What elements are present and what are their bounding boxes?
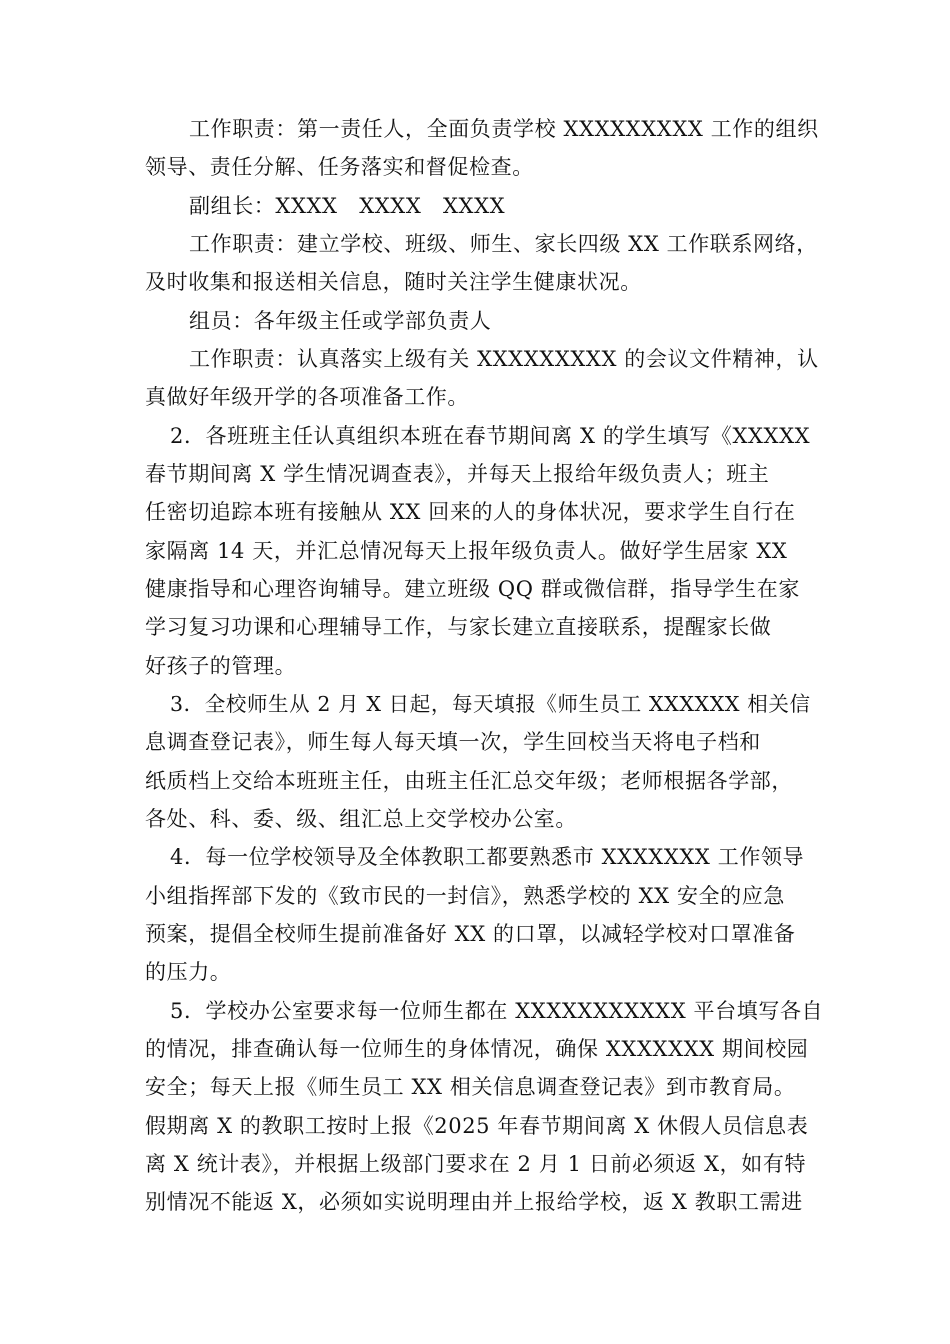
paragraph-line: 真做好年级开学的各项准备工作。	[145, 385, 469, 409]
paragraph-line: 春节期间离 X 学生情况调查表》，并每天上报给年级负责人；班主	[145, 462, 770, 486]
paragraph-line: 别情况不能返 X，必须如实说明理由并上报给学校，返 X 教职工需进	[145, 1190, 803, 1214]
paragraph-line: 各处、科、委、级、组汇总上交学校办公室。	[145, 807, 577, 831]
paragraph-line: 预案，提倡全校师生提前准备好 XX 的口罩，以减轻学校对口罩准备	[145, 922, 796, 946]
paragraph-line: 副组长：XXXX XXXX XXXX	[189, 194, 506, 218]
paragraph-line: 的情况，排查确认每一位师生的身体情况，确保 XXXXXXX 期间校园	[145, 1037, 809, 1061]
paragraph-line: 5．学校办公室要求每一位师生都在 XXXXXXXXXXX 平台填写各自	[170, 999, 824, 1023]
paragraph-line: 息调查登记表》，师生每人每天填一次，学生回校当天将电子档和	[145, 730, 761, 754]
paragraph-line: 健康指导和心理咨询辅导。建立班级 QQ 群或微信群，指导学生在家	[145, 577, 800, 601]
paragraph-line: 假期离 X 的教职工按时上报《2025 年春节期间离 X 休假人员信息表	[145, 1114, 809, 1138]
paragraph-line: 工作职责：认真落实上级有关 XXXXXXXXX 的会议文件精神，认	[189, 347, 819, 371]
paragraph-line: 3．全校师生从 2 月 X 日起，每天填报《师生员工 XXXXXX 相关信	[170, 692, 811, 716]
paragraph-line: 领导、责任分解、任务落实和督促检查。	[145, 155, 534, 179]
paragraph-line: 小组指挥部下发的《致市民的一封信》，熟悉学校的 XX 安全的应急	[145, 884, 785, 908]
paragraph-line: 工作职责：建立学校、班级、师生、家长四级 XX 工作联系网络，	[189, 232, 818, 256]
paragraph-line: 离 X 统计表》，并根据上级部门要求在 2 月 1 日前必须返 X，如有特	[145, 1152, 807, 1176]
paragraph-line: 的压力。	[145, 960, 232, 984]
paragraph-line: 任密切追踪本班有接触从 XX 回来的人的身体状况，要求学生自行在	[145, 500, 796, 524]
paragraph-line: 4．每一位学校领导及全体教职工都要熟悉市 XXXXXXX 工作领导	[170, 845, 805, 869]
paragraph-line: 好孩子的管理。	[145, 654, 297, 678]
paragraph-line: 安全；每天上报《师生员工 XX 相关信息调查登记表》到市教育局。	[145, 1075, 796, 1099]
paragraph-line: 纸质档上交给本班班主任，由班主任汇总交年级；老师根据各学部，	[145, 769, 793, 793]
paragraph-line: 学习复习功课和心理辅导工作，与家长建立直接联系，提醒家长做	[145, 615, 772, 639]
paragraph-line: 及时收集和报送相关信息，随时关注学生健康状况。	[145, 270, 642, 294]
paragraph-line: 家隔离 14 天，并汇总情况每天上报年级负责人。做好学生居家 XX	[145, 539, 788, 563]
paragraph-line: 工作职责：第一责任人，全面负责学校 XXXXXXXXX 工作的组织	[189, 117, 819, 141]
paragraph-line: 2．各班班主任认真组织本班在春节期间离 X 的学生填写《XXXXX	[170, 424, 811, 448]
paragraph-line: 组员：各年级主任或学部负责人	[189, 309, 492, 333]
